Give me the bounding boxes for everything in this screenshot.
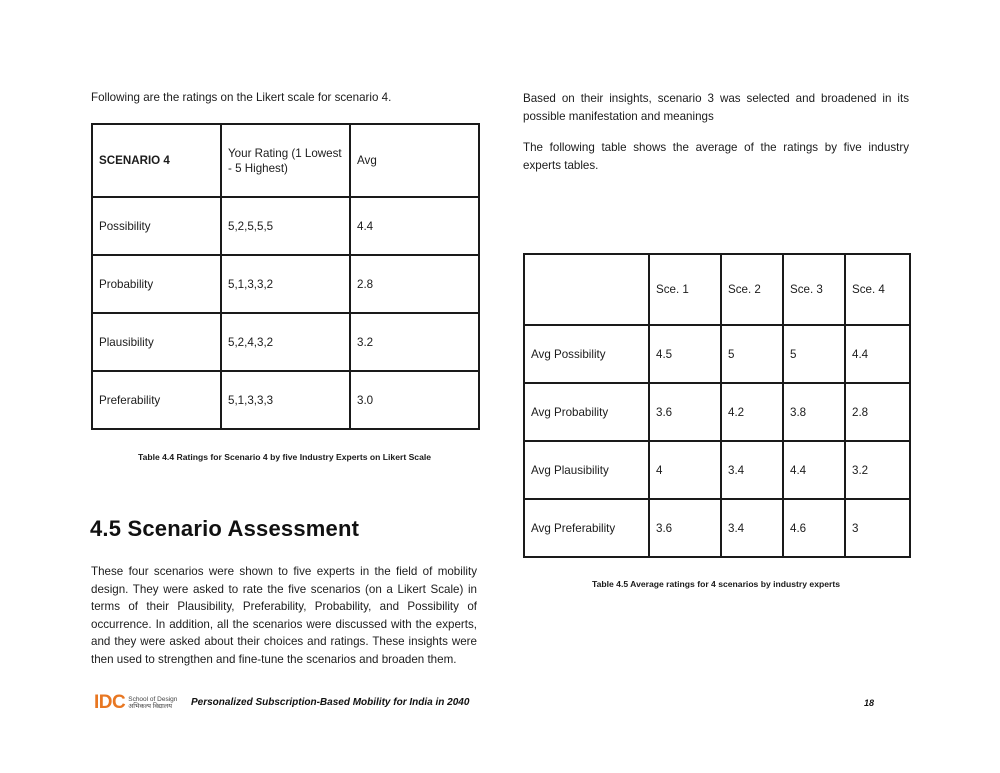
idc-logo-mark: IDC xyxy=(94,692,126,713)
table-row xyxy=(524,441,910,499)
value-cell: 3.4 xyxy=(721,441,783,499)
value-cell: 4.5 xyxy=(649,325,721,383)
ratings-cell: 5,2,4,3,2 xyxy=(221,313,350,371)
avg-cell: 3.2 xyxy=(350,313,479,371)
table-row xyxy=(524,383,910,441)
value-cell: 3.8 xyxy=(783,383,845,441)
ratings-cell: 5,1,3,3,2 xyxy=(221,255,350,313)
header-cell xyxy=(524,254,649,325)
row-label: Preferability xyxy=(92,371,221,429)
table-4-5-average-ratings xyxy=(523,253,911,558)
intro-text: Following are the ratings on the Likert scale for scenario 4. xyxy=(91,91,392,104)
row-label: Avg Probability xyxy=(524,383,649,441)
insights-paragraph: Based on their insights, scenario 3 was selected and broadened in its possible manifestation and meanings xyxy=(523,92,909,123)
table-row xyxy=(92,255,479,313)
value-cell: 4.6 xyxy=(783,499,845,557)
value-cell: 3.6 xyxy=(649,499,721,557)
ratings-cell: 5,1,3,3,3 xyxy=(221,371,350,429)
value-cell: 3 xyxy=(845,499,910,557)
table-row xyxy=(92,313,479,371)
table-header-row xyxy=(92,124,479,197)
row-label: Possibility xyxy=(92,197,221,255)
row-label: Avg Plausibility xyxy=(524,441,649,499)
section-body: These four scenarios were shown to five experts in the field of mobility design. They were asked to rate the five scenarios (on a Likert Scale) in terms of their Plausibility, Preferability, Probability, and Possibility of occurrence. In addition, all the scenarios were discussed with the experts, and they were asked about their choices and ratings. These insights were then used to strengthen and fine-tune the scenarios and broaden them. xyxy=(91,565,477,666)
value-cell: 3.2 xyxy=(845,441,910,499)
row-label: Avg Preferability xyxy=(524,499,649,557)
table-row xyxy=(524,499,910,557)
row-label: Avg Possibility xyxy=(524,325,649,383)
value-cell: 3.4 xyxy=(721,499,783,557)
header-cell: Sce. 1 xyxy=(649,254,721,325)
avg-cell: 4.4 xyxy=(350,197,479,255)
avg-cell: 3.0 xyxy=(350,371,479,429)
table-intro-paragraph: The following table shows the average of the ratings by five industry experts tables. xyxy=(523,141,909,172)
table-row xyxy=(92,371,479,429)
table-4-4-scenario-4-ratings xyxy=(91,123,480,430)
footer-document-title: Personalized Subscription-Based Mobility for India in 2040 xyxy=(191,697,470,708)
value-cell: 4.4 xyxy=(845,325,910,383)
value-cell: 4.2 xyxy=(721,383,783,441)
header-cell: Sce. 3 xyxy=(783,254,845,325)
idc-logo-subtitle xyxy=(128,696,177,710)
value-cell: 4 xyxy=(649,441,721,499)
value-cell: 5 xyxy=(783,325,845,383)
value-cell: 5 xyxy=(721,325,783,383)
table-4-4-caption: Table 4.4 Ratings for Scenario 4 by five Industry Experts on Likert Scale xyxy=(137,452,432,462)
value-cell: 4.4 xyxy=(783,441,845,499)
header-cell: Sce. 2 xyxy=(721,254,783,325)
table-4-5-caption: Table 4.5 Average ratings for 4 scenarios by industry experts xyxy=(591,579,841,589)
value-cell: 3.6 xyxy=(649,383,721,441)
page-number: 18 xyxy=(864,698,875,708)
ratings-cell: 5,2,5,5,5 xyxy=(221,197,350,255)
avg-cell: 2.8 xyxy=(350,255,479,313)
idc-logo xyxy=(94,693,177,713)
header-cell: Avg xyxy=(350,124,479,197)
header-cell: SCENARIO 4 xyxy=(92,124,221,197)
table-row xyxy=(524,325,910,383)
header-cell: Your Rating (1 Lowest - 5 Highest) xyxy=(221,124,350,197)
row-label: Probability xyxy=(92,255,221,313)
section-heading: 4.5 Scenario Assessment xyxy=(90,516,360,541)
row-label: Plausibility xyxy=(92,313,221,371)
logo-line-hindi: अभिकल्प विद्यालय xyxy=(128,703,172,710)
table-row xyxy=(92,197,479,255)
logo-line-english: School of Design xyxy=(128,696,178,703)
value-cell: 2.8 xyxy=(845,383,910,441)
table-header-row xyxy=(524,254,910,325)
header-cell: Sce. 4 xyxy=(845,254,910,325)
